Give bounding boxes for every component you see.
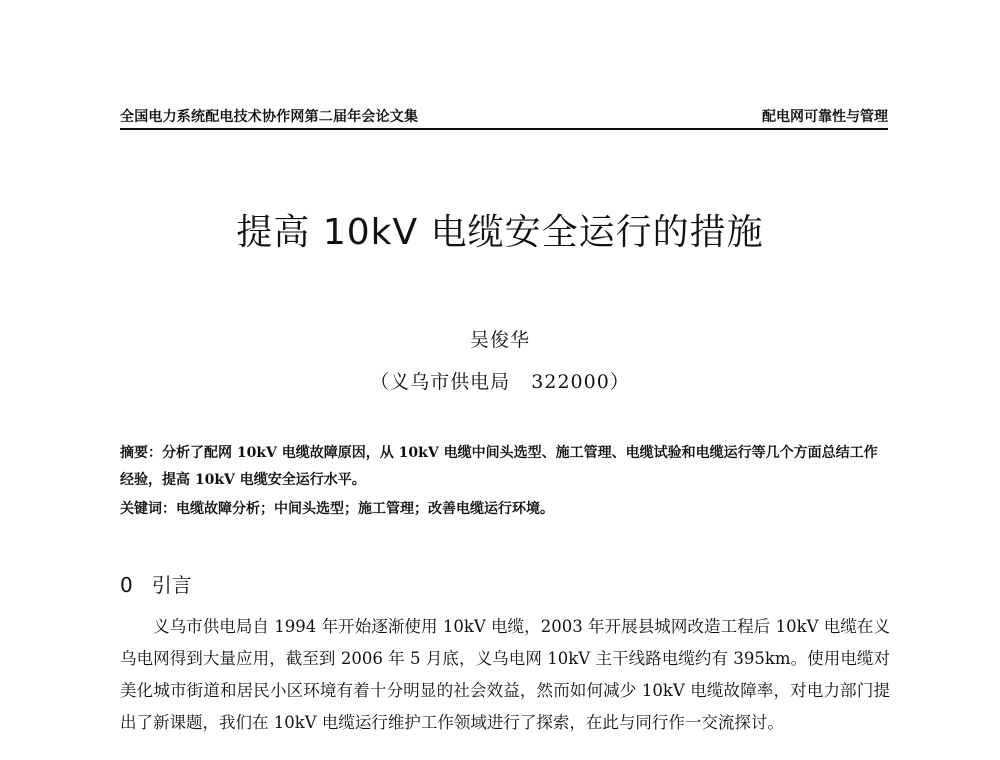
abstract-label: 摘要： — [120, 445, 162, 461]
section-heading: 0 引言 — [120, 573, 192, 597]
keywords-label: 关键词： — [120, 501, 176, 517]
running-header — [120, 106, 888, 130]
proceedings-title: 全国电力系统配电技术协作网第二届年会论文集 — [120, 109, 419, 125]
abstract-text: 分析了配网 10kV 电缆故障原因，从 10kV 电缆中间头选型、施工管理、电缆试验和电缆运行等几个方面总结工作经验，提高 10kV 电缆安全运行水平。 — [120, 445, 878, 488]
keywords — [120, 496, 890, 523]
author-affiliation: （义乌市供电局 322000） — [370, 371, 630, 393]
section-category: 配电网可靠性与管理 — [762, 109, 888, 125]
abstract — [120, 440, 890, 494]
body-paragraph: 义乌市供电局自 1994 年开始逐渐使用 10kV 电缆，2003 年开展县城网改造工程后 10kV 电缆在义乌电网得到大量应用，截至到 2006 年 5 月底，义乌电网 10kV 主干线路电缆约有 395km。使用电缆对美化城市街道和居民小区环境有着十分明显的社会效益，然而如何减少 10kV 电缆故障率，对电力部门提出了新课题，我们在 10kV 电缆运行维护工作领域进行了探索，在此与同行作一交流探讨。 — [120, 617, 890, 732]
paper-title: 提高 10kV 电缆安全运行的措施 — [236, 212, 764, 253]
author-name: 吴俊华 — [469, 329, 530, 351]
keywords-text: 电缆故障分析；中间头选型；施工管理；改善电缆运行环境。 — [176, 501, 554, 517]
